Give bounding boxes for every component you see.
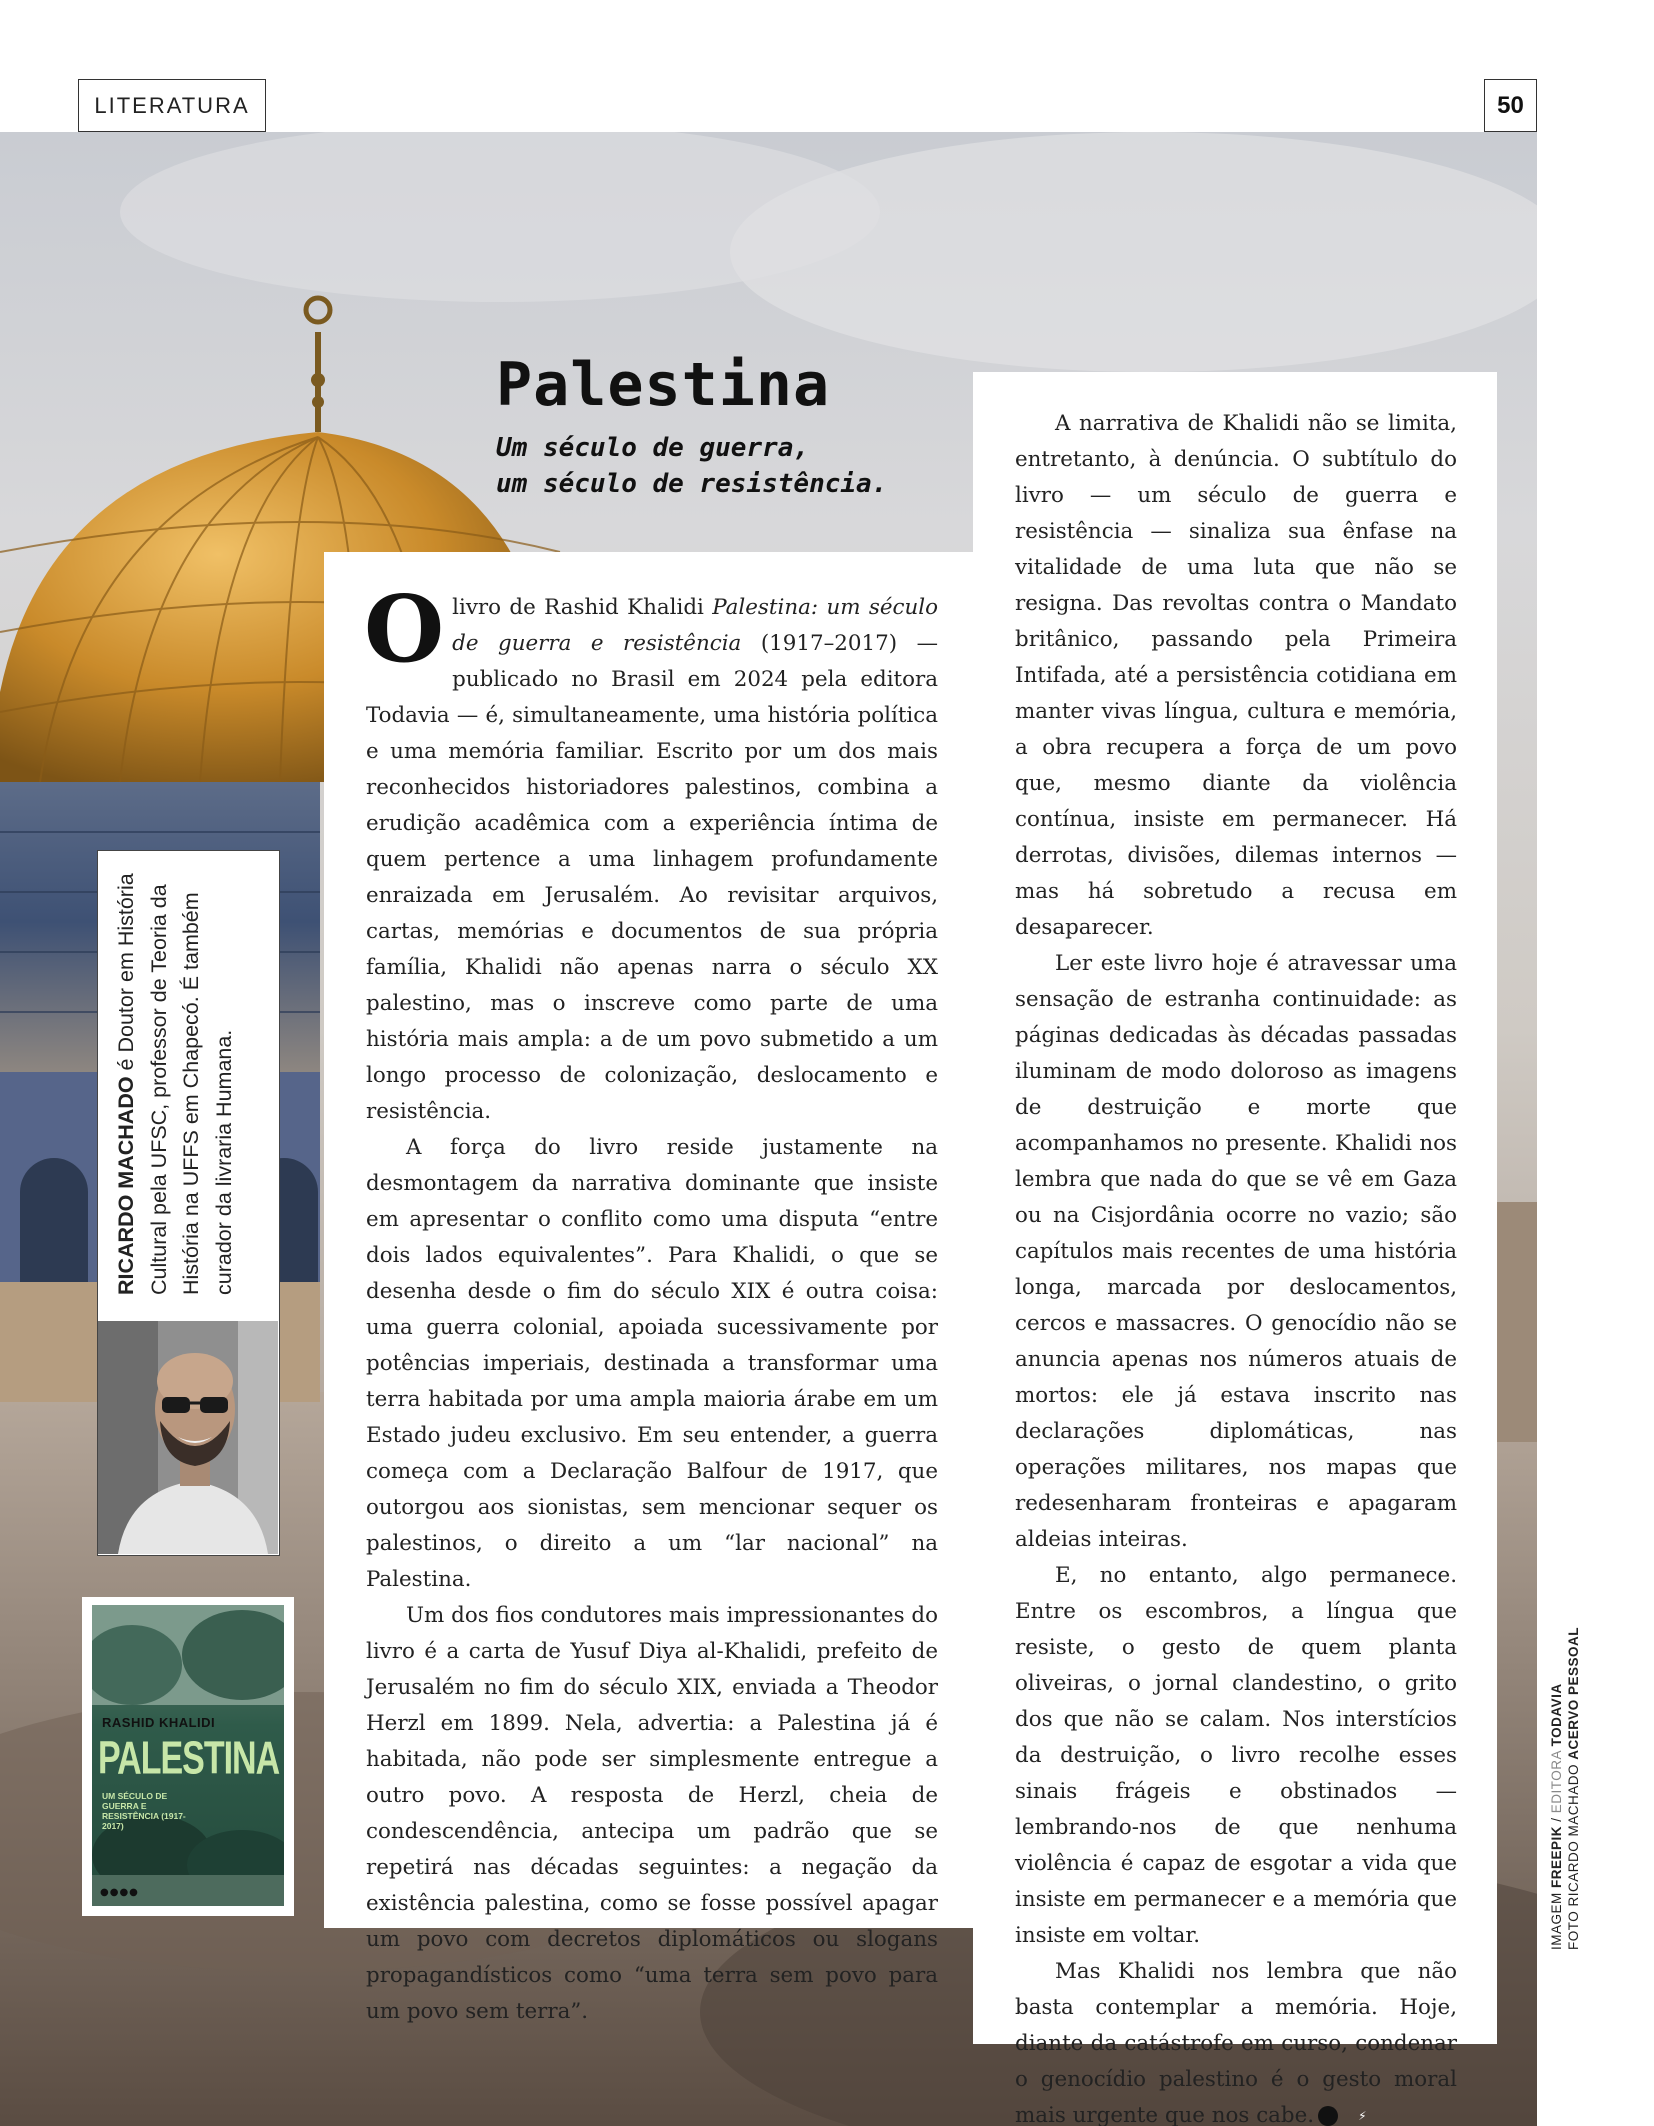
credit-publisher-name: TODAVIA (1549, 1683, 1564, 1747)
paragraph-6: E, no entanto, algo permanece. Entre os escombros, a língua que resiste, o gesto de quem planta oliveiras, o jornal clandestino, o grito dos que não se calam. Nos interstícios da destruição, o livro recolhe esses sinais frágeis e obstinados — lembrando-nos de que nenhuma violência é capaz de esgotar a vida que insiste em permanecer e a memória que insiste em voltar. (1015, 1563, 1457, 1948)
paragraph-5: Ler este livro hoje é atravessar uma sensação de estranha continuidade: as páginas dedicadas às décadas passadas iluminam de modo doloroso as imagens de destruição e morte que acompanhamos no presente. Khalidi nos lembra que nada do que se vê em Gaza ou na Cisjordânia ocorre no vazio; são capítulos mais recentes de uma história longa, marcada por deslocamentos, cercos e massacres. O genocídio não se anuncia apenas nos números atuais de mortos: ele já estava inscrito nas declarações diplomáticas, nas operações militares, nos mapas que redesenharam fronteiras e apagaram aldeias inteiras. (1015, 951, 1457, 1552)
page-number: 50 (1484, 79, 1537, 132)
subtitle-line-2: um século de resistência. (496, 469, 888, 499)
credit-publisher-label: EDITORA (1549, 1746, 1564, 1814)
article-column-right (973, 372, 1497, 2126)
book-subtitle: UM SÉCULO DE GUERRA E RESISTÊNCIA (1917-2017) (102, 1791, 186, 1831)
paragraph-3: Um dos fios condutores mais impressionantes do livro é a carta de Yusuf Diya al-Khalidi, prefeito de Jerusalém no fim do século XIX, enviada a Theodor Herzl em 1899. Nela, advertia: a Palestina já é habitada, não pode ser simplesmente entregue a outro povo. A resposta de Herzl, cheia de condescendência, antecipa um padrão que se repetirá nas décadas seguintes: a negação da existência palestina, como se fosse possível apagar um povo com decretos diplomáticos ou slogans propagandísticos como “uma terra sem povo para um povo sem terra”. (366, 1603, 938, 2024)
article-title: Palestina (496, 350, 831, 420)
author-photo (98, 1321, 278, 1554)
author-box (97, 850, 280, 1556)
author-name: RICARDO MACHADO (114, 1076, 138, 1295)
author-bio (98, 851, 281, 1321)
paragraph-1-start: livro de Rashid Khalidi (452, 595, 713, 620)
book-title-inline: Palestina: um século de guerra e resistência (452, 595, 938, 656)
section-tag: LITERATURA (78, 79, 266, 132)
photo-credits (1548, 1610, 1600, 1950)
article-column-left (324, 552, 974, 2024)
credits-line-1 (1548, 1610, 1565, 1950)
book-cover (92, 1605, 284, 1906)
credit-photo-source: ACERVO PESSOAL (1566, 1626, 1581, 1760)
paragraph-7-text: Mas Khalidi nos lembra que não basta contemplar a memória. Hoje, diante da catástrofe em curso, condenar o genocídio palestino é o gesto moral mais urgente que nos cabe. (1015, 1959, 1457, 2126)
publisher-logo-icon: ●●●● (100, 1887, 139, 1898)
credit-image-label: IMAGEM (1549, 1887, 1564, 1950)
paragraph-1 (364, 575, 938, 1130)
subtitle-line-1: Um século de guerra, (496, 433, 810, 463)
end-of-article-icon: ⚡ (1318, 2106, 1338, 2126)
paragraph-7 (1015, 1954, 1457, 2126)
book-cover-frame (82, 1597, 294, 1916)
article-subtitle (496, 430, 887, 502)
paragraph-1-rest: (1917–2017) — publicado no Brasil em 2024 pela editora Todavia — é, simultaneamente, uma história política e uma memória familiar. Escrito por um dos mais reconhecidos historiadores palestinos, combina a erudição acadêmica com a experiência íntima de quem pertence a uma linhagem profundamente enraizada em Jerusalém. Ao revisitar arquivos, cartas, memórias e documentos de sua própria família, Khalidi não apenas narra o século XX palestino, mas o inscreve como parte de uma história mais ampla: a de um povo submetido a um longo processo de colonização, deslocamento e resistência. (366, 631, 938, 1124)
book-author: RASHID KHALIDI (102, 1715, 216, 1730)
paragraph-2: A força do livro reside justamente na desmontagem da narrativa dominante que insiste em apresentar o conflito como uma disputa “entre dois lados equivalentes”. Para Khalidi, o que se desenha desde o fim do século XIX é outra coisa: uma guerra colonial, apoiada sucessivamente por potências imperiais, destinada a transformar uma terra habitada por uma ampla maioria árabe em um Estado judeu exclusivo. Em seu entender, a guerra começa com a Declaração Balfour de 1917, que outorgou aos sionistas, sem mencionar sequer os palestinos, o direito a um “lar nacional” na Palestina. (366, 1135, 938, 1592)
author-portrait (98, 1321, 278, 1554)
dropcap: O (364, 575, 445, 683)
paragraph-4: A narrativa de Khalidi não se limita, entretanto, à denúncia. O subtítulo do livro — um século de guerra e resistência — sinaliza sua ênfase na vitalidade de uma luta que não se resigna. Das revoltas contra o Mandato britânico, passando pela Primeira Intifada, até a persistência cotidiana em manter vivas língua, cultura e memória, a obra recupera a força de um povo que, mesmo diante da violência contínua, insiste em permanecer. Há derrotas, divisões, dilemas internos — mas há sobretudo a recusa em desaparecer. (1015, 411, 1457, 940)
credit-image-source: FREEPIK (1549, 1825, 1564, 1888)
author-bio-text: é Doutor em História Cultural pela UFSC, professor de Teoria da História na UFFS em Chapecó. É também curador da livraria Humana. (114, 873, 236, 1295)
credits-line-2 (1565, 1610, 1582, 1950)
credit-photo-label: FOTO RICARDO MACHADO (1566, 1759, 1581, 1950)
book-title: PALESTINA (98, 1733, 280, 1785)
credit-separator: / (1549, 1813, 1564, 1826)
